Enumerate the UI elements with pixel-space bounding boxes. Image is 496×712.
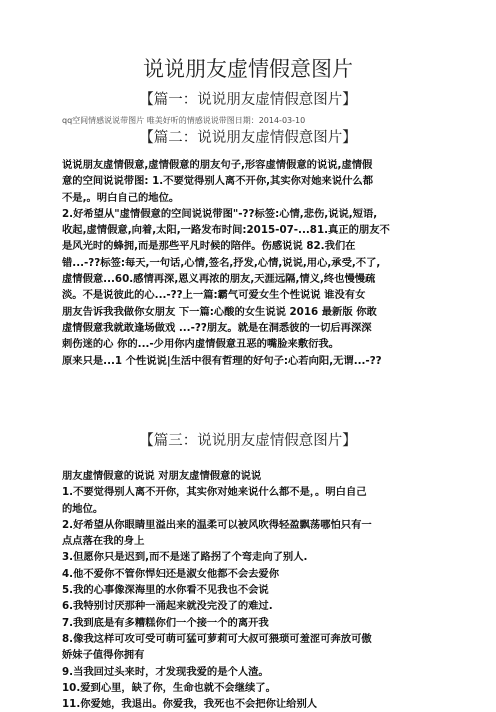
- body-line: 说说朋友虚情假意,虚情假意的朋友句子,形容虚情假意的说说,虚情假: [62, 159, 373, 171]
- body-line: 是风光时的蜂拥,而是那些平凡时候的陪伴。伤感说说 82.我们在: [62, 240, 356, 253]
- section-3-heading: 【篇三：说说朋友虚情假意图片】: [139, 433, 357, 449]
- body-line: 淡。不是说彼此的心...-??上一篇:霸气可爱女生个性说说 谁没有女: [62, 289, 366, 302]
- body-line: 虚情假意...60.感情再深,恩义再浓的朋友,天涯远隔,情义,终也慢慢疏: [62, 273, 376, 286]
- body-line: 意的空间说说带图: 1.不要觉得别人离不开你,其实你对她来说什么都: [62, 175, 374, 188]
- body-line: 原来只是...1 个性说说|生活中很有哲理的好句子:心若向阳,无谓...-??: [62, 354, 382, 367]
- list-item: 娇妹子值得你拥有: [62, 649, 145, 662]
- list-item: 10.爱到心里，缺了你，生命也就不会继续了。: [62, 681, 276, 694]
- body-line: 虚情假意我就敢逢场做戏 ...-??朋友。就是在洞悉彼的一切后再深深: [62, 321, 372, 334]
- list-item: 点点落在我的身上: [62, 535, 145, 548]
- meta-line: qq空间情感说说带图片 唯美好听的情感说说带图日期：2014-03-10: [62, 116, 306, 125]
- body-line: 不是,。明白自己的地位。: [62, 191, 180, 204]
- body-line: 错...-??标签:每天,一句话,心情,签名,抒发,心情,说说,用心,承受,不了,: [62, 256, 381, 269]
- list-item: 11.你爱她，我退出。你爱我，我死也不会把你让给别人: [62, 698, 318, 711]
- list-item: 6.我特别讨厌那种一涌起来就没完没了的难过.: [62, 600, 273, 613]
- body-line: 2.好希望从"虚情假意的空间说说带图"-??标签:心情,悲伤,说说,短语,: [62, 207, 378, 220]
- section-2-heading: 【篇二：说说朋友虚情假意图片】: [139, 130, 357, 146]
- body-line: 朋友告诉我我做你女朋友 下一篇:心酸的女生说说 2016 最新版 你敢: [62, 305, 377, 318]
- list-item: 5.我的心事像深海里的水你看不见我也不会说: [62, 584, 269, 597]
- body-line: 朋友虚情假意的说说 对朋友虚情假意的说说: [62, 470, 262, 482]
- list-item: 7.我到底是有多糟糕你们一个接一个的离开我: [62, 616, 269, 629]
- list-item: 3.但愿你只是迟到,而不是迷了路拐了个弯走向了别人.: [62, 551, 308, 564]
- section-3-body: [62, 468, 434, 712]
- body-line: 刺伤迷的心 你的...-少用你内虚情假意丑恶的嘴脸来敷衍我。: [62, 338, 340, 351]
- document-title: 说说朋友虚情假意图片: [143, 57, 353, 81]
- body-line: 收起,虚情假意,向着,太阳,一路发布时间:2015-07-...81.真正的朋友不: [62, 224, 390, 237]
- list-item: 9.当我回过头来时，才发现我爱的是个人渣。: [62, 665, 269, 678]
- list-item: 8.像我这样可攻可受可萌可猛可萝莉可大叔可猥琐可羞涩可奔放可傲: [62, 632, 372, 645]
- list-item: 的地位。: [62, 502, 104, 515]
- list-item: 4.他不爱你不管你悍妇还是淑女他都不会去爱你: [62, 567, 280, 580]
- section-2-body: [62, 157, 434, 369]
- section-1-heading: 【篇一：说说朋友虚情假意图片】: [139, 92, 357, 108]
- list-item: 2.好希望从你眼睛里溢出来的温柔可以被风吹得轻盈飘荡哪怕只有一: [62, 518, 372, 531]
- list-item: 1.不要觉得别人离不开你，其实你对她来说什么都不是，。明白自己: [62, 486, 367, 499]
